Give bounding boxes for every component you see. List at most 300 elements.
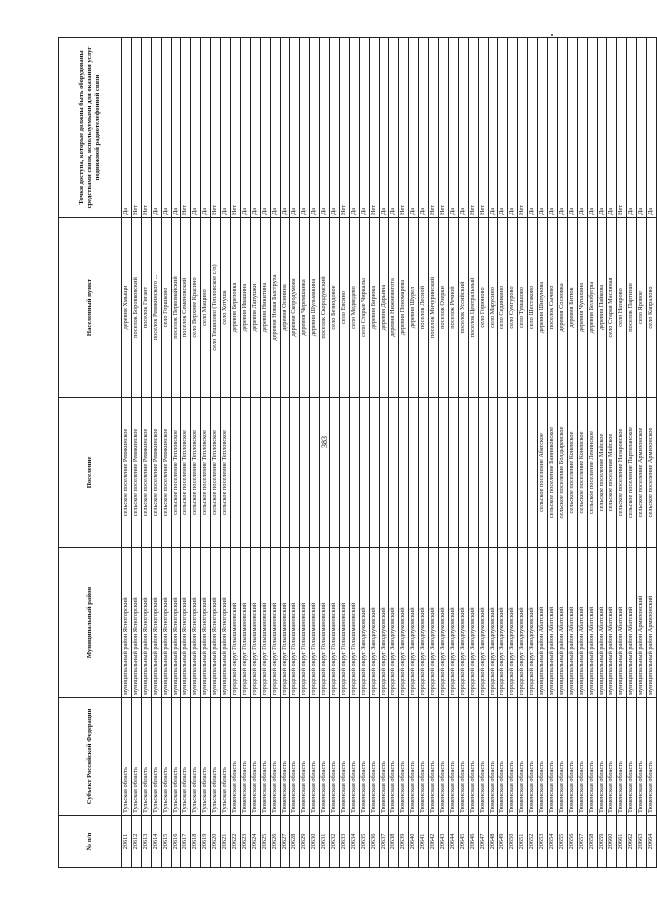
subject-cell: Тульская область — [171, 698, 181, 816]
district-cell: муниципальный район Ясногорский — [171, 548, 181, 698]
settlement-cell — [330, 398, 340, 548]
row-number: 20638 — [389, 816, 399, 868]
district-cell: муниципальный район Абатский — [587, 548, 597, 698]
access-point-cell: Нет — [339, 38, 349, 218]
district-cell: городской округ Голышмановский — [349, 548, 359, 698]
row-number: 20621 — [221, 816, 231, 868]
locality-cell: деревня Пономарева — [399, 218, 409, 398]
settlement-cell — [320, 398, 330, 548]
subject-cell: Тюменская область — [399, 698, 409, 816]
subject-cell: Тюменская область — [300, 698, 310, 816]
subject-cell: Тюменская область — [637, 698, 647, 816]
table-row — [270, 38, 280, 868]
table-row — [389, 38, 399, 868]
subject-cell: Тюменская область — [250, 698, 260, 816]
district-cell: муниципальный район Ясногорский — [141, 548, 151, 698]
row-number: 20651 — [518, 816, 528, 868]
subject-cell: Тюменская область — [429, 698, 439, 816]
access-point-cell: Да — [320, 38, 330, 218]
locality-cell: деревня Осинина — [280, 218, 290, 398]
subject-cell: Тюменская область — [280, 698, 290, 816]
subject-cell: Тюменская область — [587, 698, 597, 816]
table-row — [369, 38, 379, 868]
locality-cell: село Яровое — [637, 218, 647, 398]
access-point-cell: Нет — [131, 38, 141, 218]
subject-cell: Тульская область — [131, 698, 141, 816]
row-number: 20663 — [637, 816, 647, 868]
district-cell: муниципальный район Армизонский — [637, 548, 647, 698]
table-row — [339, 38, 349, 868]
locality-cell: село Сунгурово — [508, 218, 518, 398]
district-cell: городской округ Заводоуковский — [409, 548, 419, 698]
locality-cell: деревня Никитина — [260, 218, 270, 398]
settlement-cell — [359, 398, 369, 548]
access-point-cell: Да — [280, 38, 290, 218]
row-number: 20612 — [131, 816, 141, 868]
settlement-cell — [389, 398, 399, 548]
subject-cell: Тюменская область — [419, 698, 429, 816]
district-cell: городской округ Голышмановский — [240, 548, 250, 698]
row-number: 20619 — [201, 816, 211, 868]
access-point-cell: Да — [587, 38, 597, 218]
row-number: 20647 — [478, 816, 488, 868]
access-point-cell: Да — [547, 38, 557, 218]
subject-cell: Тульская область — [201, 698, 211, 816]
district-cell: городской округ Голышмановский — [290, 548, 300, 698]
access-point-cell: Да — [221, 38, 231, 218]
settlements-table — [58, 37, 657, 868]
row-number: 20615 — [161, 816, 171, 868]
subject-cell: Тюменская область — [339, 698, 349, 816]
settlement-cell — [260, 398, 270, 548]
settlement-cell: сельское поселение Ревякинское — [151, 398, 161, 548]
row-number: 20632 — [330, 816, 340, 868]
row-number: 20641 — [419, 816, 429, 868]
header-number: № п/п — [59, 816, 122, 868]
locality-cell: село Назарово — [617, 218, 627, 398]
table-row — [359, 38, 369, 868]
settlement-cell: сельское поселение Коневское — [567, 398, 577, 548]
district-cell: городской округ Голышмановский — [330, 548, 340, 698]
table-row — [349, 38, 359, 868]
access-point-cell: Нет — [518, 38, 528, 218]
locality-cell: деревня Хмыщи — [122, 218, 132, 398]
table-row — [379, 38, 389, 868]
settlement-cell — [518, 398, 528, 548]
row-number: 20662 — [627, 816, 637, 868]
access-point-cell: Да — [359, 38, 369, 218]
table-row — [518, 38, 528, 868]
locality-cell: деревня Сосновка — [557, 218, 567, 398]
district-cell: муниципальный район Ясногорский — [181, 548, 191, 698]
table-row — [300, 38, 310, 868]
access-point-cell: Нет — [230, 38, 240, 218]
row-number: 20660 — [607, 816, 617, 868]
district-cell: городской округ Заводоуковский — [399, 548, 409, 698]
access-point-cell: Нет — [439, 38, 449, 218]
access-point-cell: Да — [310, 38, 320, 218]
access-point-cell: Нет — [617, 38, 627, 218]
access-point-cell: Да — [409, 38, 419, 218]
locality-cell: поселок Гигант — [141, 218, 151, 398]
district-cell: муниципальный район Ясногорский — [122, 548, 132, 698]
district-cell: городской округ Голышмановский — [300, 548, 310, 698]
locality-cell: поселок Озерки — [439, 218, 449, 398]
page-number: 383 — [320, 436, 329, 448]
locality-cell: поселок Уссийский — [458, 218, 468, 398]
settlement-cell: сельское поселение Армизонское — [647, 398, 657, 548]
table-row — [577, 38, 587, 868]
locality-cell: село Хотуша — [221, 218, 231, 398]
subject-cell: Тюменская область — [597, 698, 607, 816]
settlement-cell — [528, 398, 538, 548]
row-number: 20661 — [617, 816, 627, 868]
row-number: 20623 — [240, 816, 250, 868]
locality-cell: село Капралово — [647, 218, 657, 398]
district-cell: городской округ Заводоуковский — [359, 548, 369, 698]
row-number: 20643 — [439, 816, 449, 868]
district-cell: городской округ Заводоуковский — [429, 548, 439, 698]
row-number: 20648 — [488, 816, 498, 868]
access-point-cell: Нет — [141, 38, 151, 218]
settlement-cell — [280, 398, 290, 548]
settlement-cell: сельское поселение Тепловское — [171, 398, 181, 548]
row-number: 20656 — [567, 816, 577, 868]
table-row — [647, 38, 657, 868]
row-number: 20622 — [230, 816, 240, 868]
table-row — [567, 38, 577, 868]
subject-cell: Тюменская область — [557, 698, 567, 816]
row-number: 20625 — [260, 816, 270, 868]
table-row — [597, 38, 607, 868]
locality-cell: поселок Партизан — [627, 218, 637, 398]
table-row — [151, 38, 161, 868]
table-row — [211, 38, 221, 868]
row-number: 20629 — [300, 816, 310, 868]
locality-cell: деревня Белобугры — [587, 218, 597, 398]
settlement-cell — [349, 398, 359, 548]
table-row — [488, 38, 498, 868]
table-row — [409, 38, 419, 868]
district-cell: муниципальный район Абатский — [617, 548, 627, 698]
subject-cell: Тульская область — [151, 698, 161, 816]
locality-cell: село Тешилово (Тепловское с/п) — [211, 218, 221, 398]
access-point-cell: Да — [349, 38, 359, 218]
settlement-cell — [468, 398, 478, 548]
district-cell: муниципальный район Армизонский — [647, 548, 657, 698]
subject-cell: Тюменская область — [369, 698, 379, 816]
row-number: 20634 — [349, 816, 359, 868]
district-cell: городской округ Голышмановский — [339, 548, 349, 698]
district-cell: городской округ Заводоуковский — [508, 548, 518, 698]
table-row — [478, 38, 488, 868]
table-row — [161, 38, 171, 868]
district-cell: муниципальный район Ясногорский — [131, 548, 141, 698]
district-cell: городской округ Заводоуковский — [458, 548, 468, 698]
settlement-cell — [429, 398, 439, 548]
access-point-cell: Нет — [211, 38, 221, 218]
locality-cell: село Безнодовое — [330, 218, 340, 398]
table-row — [587, 38, 597, 868]
header-locality: Населенный пункт — [59, 218, 122, 398]
table-row — [538, 38, 548, 868]
district-cell: городской округ Заводоуковский — [379, 548, 389, 698]
district-cell: городской округ Голышмановский — [270, 548, 280, 698]
district-cell: муниципальный район Абатский — [567, 548, 577, 698]
locality-cell: деревня Лапушки — [250, 218, 260, 398]
district-cell: муниципальный район Ясногорский — [161, 548, 171, 698]
row-number: 20659 — [597, 816, 607, 868]
district-cell: городской округ Голышмановский — [250, 548, 260, 698]
access-point-cell: Да — [151, 38, 161, 218]
locality-cell: село Горюново — [478, 218, 488, 398]
access-point-cell: Нет — [369, 38, 379, 218]
access-point-cell: Да — [290, 38, 300, 218]
subject-cell: Тюменская область — [647, 698, 657, 816]
access-point-cell: Да — [191, 38, 201, 218]
district-cell: городской округ Заводоуковский — [439, 548, 449, 698]
subject-cell: Тюменская область — [240, 698, 250, 816]
subject-cell: Тюменская область — [508, 698, 518, 816]
district-cell: городской округ Заводоуковский — [498, 548, 508, 698]
locality-cell: село Старые Чиркалы — [359, 218, 369, 398]
access-point-cell: Да — [448, 38, 458, 218]
access-point-cell: Да — [528, 38, 538, 218]
row-number: 20631 — [320, 816, 330, 868]
district-cell: муниципальный район Ясногорский — [221, 548, 231, 698]
subject-cell: Тюменская область — [607, 698, 617, 816]
table-row — [458, 38, 468, 868]
locality-cell: деревня Скородумова — [290, 218, 300, 398]
row-number: 20635 — [359, 816, 369, 868]
settlement-cell — [270, 398, 280, 548]
table-row — [498, 38, 508, 868]
table-row — [290, 38, 300, 868]
row-number: 20650 — [508, 816, 518, 868]
subject-cell: Тюменская область — [528, 698, 538, 816]
access-point-cell: Да — [250, 38, 260, 218]
table-row — [320, 38, 330, 868]
settlement-cell — [478, 398, 488, 548]
district-cell: городской округ Заводоуковский — [528, 548, 538, 698]
access-point-cell: Да — [379, 38, 389, 218]
subject-cell: Тюменская область — [389, 698, 399, 816]
access-point-cell: Нет — [478, 38, 488, 218]
locality-cell: поселок Семеновский — [181, 218, 191, 398]
row-number: 20616 — [171, 816, 181, 868]
subject-cell: Тюменская область — [468, 698, 478, 816]
district-cell: городской округ Заводоуковский — [389, 548, 399, 698]
row-number: 20652 — [528, 816, 538, 868]
district-cell: городской округ Заводоуковский — [448, 548, 458, 698]
subject-cell: Тюменская область — [518, 698, 528, 816]
row-number: 20613 — [141, 816, 151, 868]
district-cell: муниципальный район Абатский — [538, 548, 548, 698]
row-number: 20620 — [211, 816, 221, 868]
locality-cell: деревня Дарьина — [379, 218, 389, 398]
settlement-cell — [448, 398, 458, 548]
settlement-cell: сельское поселение Тепловское — [211, 398, 221, 548]
district-cell: муниципальный район Абатский — [577, 548, 587, 698]
settlement-cell: сельское поселение Ревякинское — [161, 398, 171, 548]
header-district: Муниципальный район — [59, 548, 122, 698]
district-cell: городской округ Заводоуковский — [468, 548, 478, 698]
access-point-cell: Да — [419, 38, 429, 218]
settlement-cell — [339, 398, 349, 548]
table-row — [230, 38, 240, 868]
access-point-cell: Да — [300, 38, 310, 218]
row-number: 20653 — [538, 816, 548, 868]
settlement-cell — [230, 398, 240, 548]
subject-cell: Тюменская область — [577, 698, 587, 816]
settlement-cell — [508, 398, 518, 548]
subject-cell: Тюменская область — [320, 698, 330, 816]
table-row — [439, 38, 449, 868]
settlement-cell: сельское поселение Болдыревское — [557, 398, 567, 548]
access-point-cell: Да — [260, 38, 270, 218]
locality-cell: село Горшково — [161, 218, 171, 398]
settlement-cell: сельское поселение Ревякинское — [122, 398, 132, 548]
settlement-cell: сельское поселение Коневское — [577, 398, 587, 548]
row-number: 20639 — [399, 816, 409, 868]
subject-cell: Тюменская область — [409, 698, 419, 816]
locality-cell: деревня Шульмакина — [310, 218, 320, 398]
locality-cell: деревня Нижнеянгота — [389, 218, 399, 398]
row-number: 20617 — [181, 816, 191, 868]
settlement-cell — [498, 398, 508, 548]
subject-cell: Тюменская область — [230, 698, 240, 816]
district-cell: городской округ Голышмановский — [310, 548, 320, 698]
settlement-cell: сельское поселение Армизонское — [637, 398, 647, 548]
access-point-cell: Да — [270, 38, 280, 218]
district-cell: муниципальный район Абатский — [597, 548, 607, 698]
access-point-cell: Да — [330, 38, 340, 218]
subject-cell: Тюменская область — [330, 698, 340, 816]
access-point-cell: Да — [171, 38, 181, 218]
table-row — [399, 38, 409, 868]
table-row — [547, 38, 557, 868]
subject-cell: Тюменская область — [260, 698, 270, 816]
access-point-cell: Нет — [181, 38, 191, 218]
locality-cell: поселок Центральный — [468, 218, 478, 398]
row-number: 20657 — [577, 816, 587, 868]
access-point-cell: Да — [389, 38, 399, 218]
settlement-cell: сельское поселение Банниковское — [547, 398, 557, 548]
settlement-cell — [458, 398, 468, 548]
locality-cell: поселок Первомайский — [171, 218, 181, 398]
settlement-cell: сельское поселение Тепловское — [201, 398, 211, 548]
header-access-point: Точки доступа, которые должны быть оборудованы средствами связи, используемыми для оказания услуг подвижной радиотелефонной связи — [59, 38, 122, 218]
district-cell: муниципальный район Абатский — [547, 548, 557, 698]
row-number: 20664 — [647, 816, 657, 868]
row-number: 20655 — [557, 816, 567, 868]
locality-cell: деревня Ивашина — [240, 218, 250, 398]
subject-cell: Тюменская область — [310, 698, 320, 816]
locality-cell: деревня Новая Быструха — [270, 218, 280, 398]
locality-cell: село Медведево — [349, 218, 359, 398]
table-row — [419, 38, 429, 868]
district-cell: муниципальный район Ясногорский — [151, 548, 161, 698]
subject-cell: Тюменская область — [290, 698, 300, 816]
subject-cell: Тюменская область — [349, 698, 359, 816]
settlement-cell — [310, 398, 320, 548]
row-number: 20614 — [151, 816, 161, 868]
district-cell: муниципальный район Ясногорский — [201, 548, 211, 698]
table-row — [141, 38, 151, 868]
settlement-cell — [399, 398, 409, 548]
row-number: 20628 — [290, 816, 300, 868]
access-point-cell: Да — [597, 38, 607, 218]
locality-cell: деревня Битюк — [567, 218, 577, 398]
district-cell: муниципальный район Абатский — [557, 548, 567, 698]
locality-cell: поселок Сычево — [547, 218, 557, 398]
access-point-cell: Да — [647, 38, 657, 218]
district-cell: городской округ Голышмановский — [230, 548, 240, 698]
row-number: 20658 — [587, 816, 597, 868]
settlement-cell — [250, 398, 260, 548]
table-row — [191, 38, 201, 868]
locality-cell: деревня Шипунова — [538, 218, 548, 398]
subject-cell: Тюменская область — [379, 698, 389, 816]
district-cell: городской округ Заводоуковский — [488, 548, 498, 698]
access-point-cell: Да — [458, 38, 468, 218]
row-number: 20630 — [310, 816, 320, 868]
settlement-cell: сельское поселение Абатское — [538, 398, 548, 548]
settlement-cell: сельское поселение Назаровское — [617, 398, 627, 548]
access-point-cell: Да — [201, 38, 211, 218]
access-point-cell: Да — [567, 38, 577, 218]
settlement-cell: сельское поселение Ревякинское — [141, 398, 151, 548]
settlement-cell: сельское поселение Майское — [607, 398, 617, 548]
settlement-cell — [379, 398, 389, 548]
table-row — [201, 38, 211, 868]
rotated-table-container — [58, 38, 655, 868]
locality-cell: село Мащино — [201, 218, 211, 398]
access-point-cell: Да — [577, 38, 587, 218]
access-point-cell: Нет — [399, 38, 409, 218]
settlement-cell: сельское поселение Ревякинское — [131, 398, 141, 548]
row-number: 20649 — [498, 816, 508, 868]
row-number: 20611 — [122, 816, 132, 868]
locality-cell: село Евсино — [339, 218, 349, 398]
subject-cell: Тюменская область — [488, 698, 498, 816]
table-row — [617, 38, 627, 868]
subject-cell: Тюменская область — [270, 698, 280, 816]
access-point-cell: Да — [488, 38, 498, 218]
table-row — [627, 38, 637, 868]
locality-cell: деревня Шурел — [409, 218, 419, 398]
access-point-cell: Да — [538, 38, 548, 218]
settlement-cell — [439, 398, 449, 548]
table-row — [468, 38, 478, 868]
locality-cell: поселок Лесной — [419, 218, 429, 398]
subject-cell: Тюменская область — [627, 698, 637, 816]
subject-cell: Тульская область — [191, 698, 201, 816]
table-row — [280, 38, 290, 868]
locality-cell: деревня Березовка — [230, 218, 240, 398]
table-row — [637, 38, 647, 868]
subject-cell: Тульская область — [211, 698, 221, 816]
access-point-cell: Да — [508, 38, 518, 218]
settlement-cell: сельское поселение Тепловское — [221, 398, 231, 548]
subject-cell: Тюменская область — [538, 698, 548, 816]
subject-cell: Тюменская область — [439, 698, 449, 816]
access-point-cell: Да — [557, 38, 567, 218]
table-row — [528, 38, 538, 868]
subject-cell: Тюменская область — [498, 698, 508, 816]
subject-cell: Тюменская область — [359, 698, 369, 816]
locality-cell: деревня Черемшанка — [300, 218, 310, 398]
